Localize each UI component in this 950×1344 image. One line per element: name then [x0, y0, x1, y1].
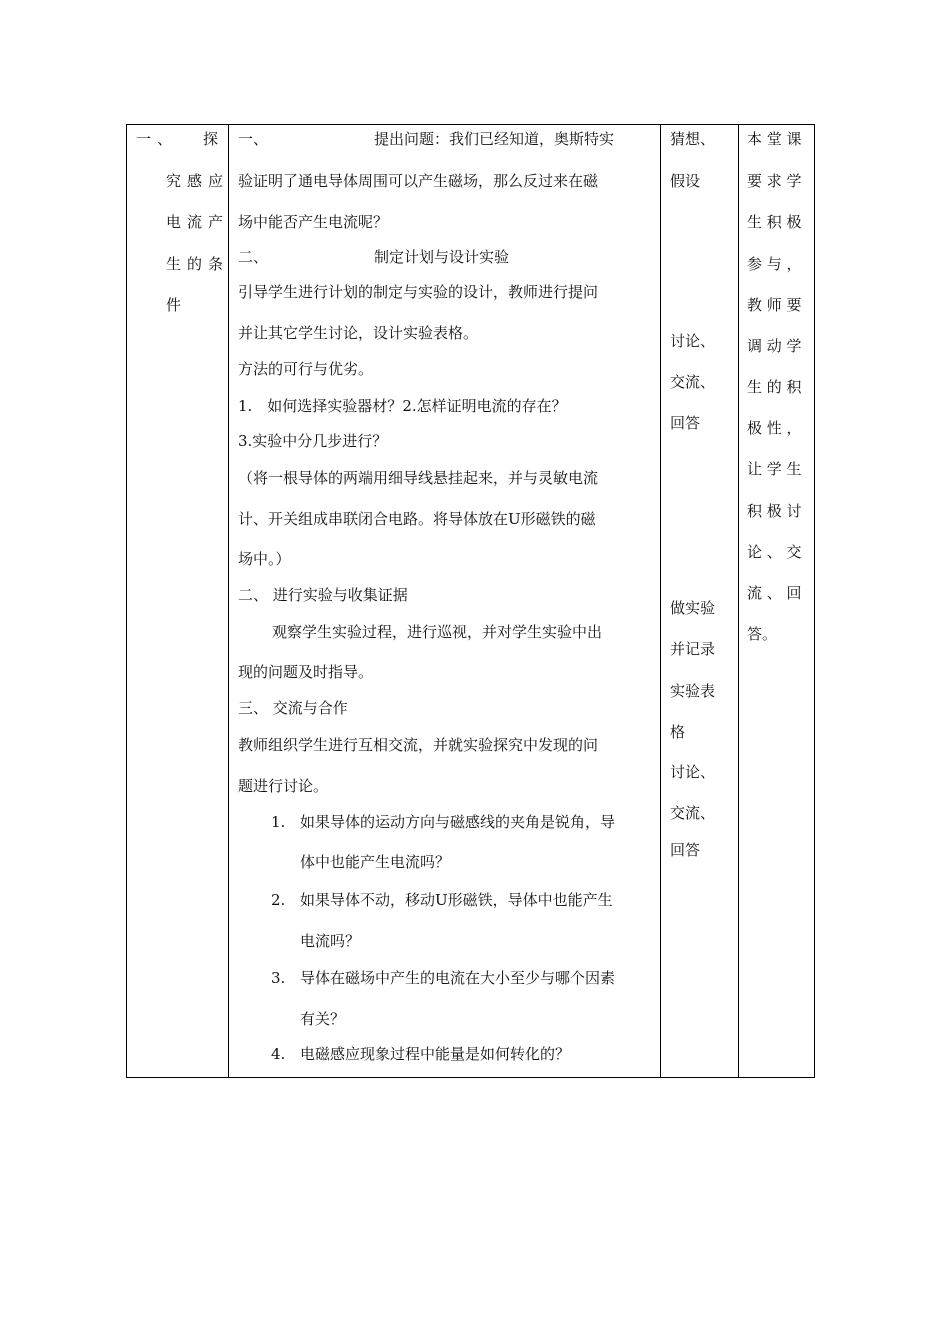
paragraph-line: 场中能否产生电流呢？ — [238, 213, 389, 231]
activity-line: 回答 — [670, 414, 701, 432]
list-item-line: 如果导体不动，移动U形磁铁，导体中也能产生 — [300, 891, 613, 909]
section-title-line: 探 — [203, 130, 225, 148]
intent-line: 生 积 极 — [747, 213, 802, 231]
step-number: 二、 — [238, 248, 269, 266]
step-heading: 三、 交流与合作 — [238, 699, 348, 717]
intent-line: 本 堂 课 — [747, 130, 802, 148]
intent-line: 积 极 讨 — [747, 502, 802, 520]
teacher-activity-cell — [229, 125, 660, 1077]
lesson-table — [126, 124, 815, 1078]
activity-line: 实验表 — [670, 682, 716, 700]
intent-line: 流 、 回 — [747, 584, 802, 602]
step-heading: 二、 进行实验与收集证据 — [238, 586, 408, 604]
intent-line: 生 的 积 — [747, 378, 802, 396]
intent-line: 极 性 ， — [747, 419, 802, 437]
step-heading: 制定计划与设计实验 — [374, 248, 510, 266]
list-item-number: 2. — [271, 891, 286, 909]
section-number: 一、 — [136, 130, 179, 148]
list-item-number: 3. — [271, 969, 286, 987]
section-title-line: 究感应 — [166, 172, 230, 190]
intent-line: 要 求 学 — [747, 172, 802, 190]
question-line: 3.实验中分几步进行？ — [238, 432, 388, 450]
list-item-number: 4. — [271, 1045, 286, 1063]
note-line: 计、开关组成串联闭合电路。将导体放在U形磁铁的磁 — [238, 510, 596, 528]
paragraph-line: 引导学生进行计划的制定与实验的设计，教师进行提问 — [238, 283, 599, 301]
paragraph-line: 现的问题及时指导。 — [238, 663, 374, 681]
intent-line: 参 与 ， — [747, 255, 802, 273]
activity-line: 交流、 — [670, 804, 716, 822]
question-line: 1. 如何选择实验器材？2.怎样证明电流的存在？ — [238, 397, 567, 415]
activity-line: 交流、 — [670, 373, 716, 391]
student-activity-cell — [661, 125, 738, 1077]
note-line: 场中。） — [238, 550, 291, 568]
paragraph-line: 教师组织学生进行互相交流，并就实验探究中发现的问 — [238, 736, 599, 754]
intent-line: 论 、 交 — [747, 543, 802, 561]
intent-line: 调 动 学 — [747, 337, 802, 355]
list-item-line: 电磁感应现象过程中能量是如何转化的？ — [300, 1045, 571, 1063]
intent-line: 让 学 生 — [747, 460, 802, 478]
section-title-line: 件 — [166, 296, 188, 314]
activity-line: 讨论、 — [670, 332, 716, 350]
list-item-line: 有关？ — [300, 1010, 346, 1028]
paragraph-line: 并让其它学生讨论，设计实验表格。 — [238, 324, 479, 342]
list-item-line: 电流吗？ — [300, 932, 361, 950]
activity-line: 回答 — [670, 841, 701, 859]
activity-line: 猜想、 — [670, 130, 716, 148]
section-title-cell — [127, 125, 228, 1077]
section-title-line: 生的条 — [166, 255, 230, 273]
paragraph-line: 验证明了通电导体周围可以产生磁场，那么反过来在磁 — [238, 172, 599, 190]
paragraph-line: 观察学生实验过程，进行巡视，并对学生实验中出 — [272, 623, 603, 641]
activity-line: 并记录 — [670, 640, 716, 658]
activity-line: 讨论、 — [670, 763, 716, 781]
note-line: （将一根导体的两端用细导线悬挂起来，并与灵敏电流 — [238, 469, 599, 487]
intent-line: 教 师 要 — [747, 296, 802, 314]
list-item-line: 导体在磁场中产生的电流在大小至少与哪个因素 — [300, 969, 616, 987]
step-number: 一、 — [238, 130, 269, 148]
intent-line: 答。 — [747, 625, 778, 643]
list-item-number: 1. — [271, 813, 286, 831]
step-heading: 提出问题：我们已经知道，奥斯特实 — [374, 130, 615, 148]
activity-line: 格 — [670, 723, 686, 741]
list-item-line: 如果导体的运动方向与磁感线的夹角是锐角，导 — [300, 813, 616, 831]
paragraph-line: 方法的可行与优劣。 — [238, 360, 374, 378]
paragraph-line: 题进行讨论。 — [238, 777, 329, 795]
activity-line: 假设 — [670, 172, 701, 190]
design-intent-cell — [739, 125, 816, 1077]
list-item-line: 体中也能产生电流吗？ — [300, 853, 451, 871]
activity-line: 做实验 — [670, 599, 716, 617]
section-title-line: 电流产 — [166, 213, 230, 231]
